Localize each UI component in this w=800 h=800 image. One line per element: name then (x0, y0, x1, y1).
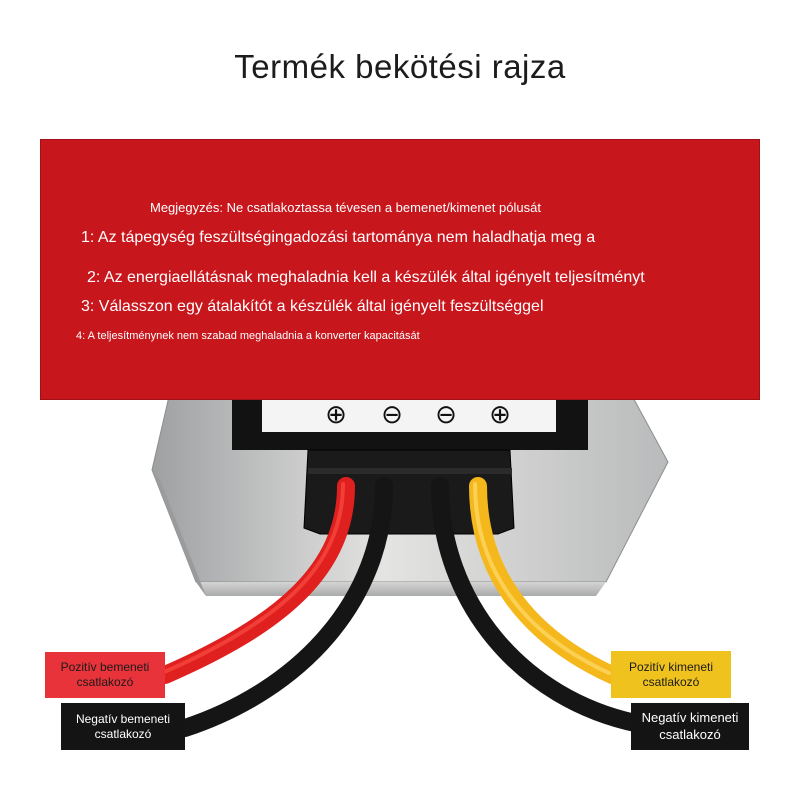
page-title: Termék bekötési rajza (234, 48, 566, 85)
terminal-symbol: ⊕ (325, 400, 347, 430)
negative-output-label: Negatív kimeneti csatlakozó (631, 703, 749, 750)
terminal-symbol: ⊕ (489, 400, 511, 430)
rule-4: 4: A teljesítménynek nem szabad meghaladnia a konverter kapacitását (76, 330, 420, 342)
terminal-strip (262, 398, 556, 432)
terminal-symbol: ⊖ (435, 400, 457, 430)
rule-1: 1: Az tápegység feszültségingadozási tartománya nem haladhatja meg a (81, 229, 596, 246)
wiring-notes-panel (40, 139, 760, 400)
terminal-symbol: ⊖ (381, 400, 403, 430)
positive-input-label: Pozitív bemeneti csatlakozó (45, 652, 165, 698)
rule-3: 3: Válasszon egy átalakítót a készülék által igényelt feszültséggel (81, 298, 544, 315)
wiring-note: Megjegyzés: Ne csatlakoztassa tévesen a bemenet/kimenet pólusát (150, 200, 541, 215)
rule-2: 2: Az energiaellátásnak meghaladnia kell a készülék által igényelt teljesítményt (87, 269, 645, 286)
housing-bevel (196, 582, 606, 596)
negative-input-label: Negatív bemeneti csatlakozó (61, 703, 185, 750)
positive-output-label: Pozitív kimeneti csatlakozó (611, 651, 731, 698)
